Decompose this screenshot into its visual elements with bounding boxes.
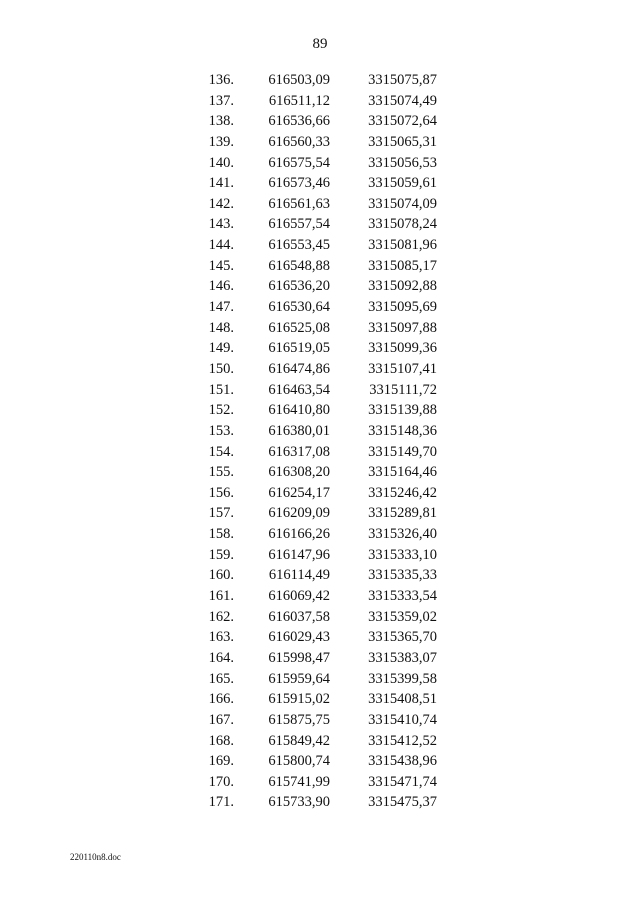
- row-number: 136.: [208, 72, 234, 88]
- table-row: [0, 545, 640, 566]
- table-row: [0, 256, 640, 277]
- x-coordinate: 616511,12: [268, 92, 330, 109]
- y-coordinate: 3315326,40: [368, 526, 437, 543]
- row-number: 157.: [208, 505, 234, 522]
- table-row: [0, 627, 640, 648]
- y-coordinate: 3315081,96: [368, 237, 437, 254]
- table-row: [0, 400, 640, 421]
- row-number: 165.: [208, 670, 234, 687]
- table-row: [0, 421, 640, 442]
- y-coordinate: 3315410,74: [368, 711, 437, 728]
- y-coordinate: 3315111,72: [369, 381, 437, 398]
- row-number: 158.: [208, 526, 234, 543]
- row-number: 160.: [208, 567, 234, 584]
- x-coordinate: 616029,43: [268, 629, 330, 646]
- row-number: 166.: [208, 691, 234, 708]
- row-number: 144.: [208, 237, 234, 254]
- y-coordinate: 3315471,74: [368, 773, 437, 790]
- table-row: [0, 173, 640, 194]
- table-row: [0, 462, 640, 483]
- x-coordinate: 616536,20: [268, 278, 330, 295]
- x-coordinate: 615800,74: [268, 753, 330, 770]
- x-coordinate: 615998,47: [268, 649, 330, 666]
- table-row: [0, 111, 640, 132]
- x-coordinate: 616474,86: [268, 360, 330, 377]
- row-number: 137.: [208, 92, 234, 109]
- y-coordinate: 3315092,88: [368, 278, 437, 295]
- table-row: [0, 648, 640, 669]
- y-coordinate: 3315246,42: [368, 484, 437, 501]
- row-number: 150.: [208, 360, 234, 377]
- row-number: 170.: [208, 773, 234, 790]
- y-coordinate: 3315333,10: [368, 546, 437, 563]
- x-coordinate: 616380,01: [268, 422, 330, 439]
- x-coordinate: 616114,49: [268, 567, 330, 584]
- table-row: [0, 792, 640, 813]
- table-row: [0, 442, 640, 463]
- row-number: 142.: [208, 195, 234, 212]
- x-coordinate: 616548,88: [268, 257, 330, 274]
- y-coordinate: 3315383,07: [368, 649, 437, 666]
- row-number: 147.: [208, 299, 234, 316]
- row-number: 171.: [208, 794, 234, 811]
- y-coordinate: 3315365,70: [368, 629, 437, 646]
- row-number: 149.: [208, 340, 234, 357]
- x-coordinate: 616560,33: [268, 133, 330, 150]
- table-row: [0, 276, 640, 297]
- y-coordinate: 3315408,51: [368, 691, 437, 708]
- x-coordinate: 616561,63: [268, 195, 330, 212]
- table-row: [0, 503, 640, 524]
- y-coordinate: 3315412,52: [368, 732, 437, 749]
- y-coordinate: 3315099,36: [368, 340, 437, 357]
- row-number: 138.: [208, 113, 234, 130]
- footer-filename: 220110n8.doc: [70, 852, 121, 862]
- table-row: [0, 669, 640, 690]
- table-row: [0, 91, 640, 112]
- row-number: 148.: [208, 319, 234, 336]
- x-coordinate: 616530,64: [268, 299, 330, 316]
- row-number: 155.: [208, 464, 234, 481]
- x-coordinate: 615733,90: [268, 794, 330, 811]
- table-row: [0, 297, 640, 318]
- row-number: 143.: [208, 216, 234, 233]
- x-coordinate: 615875,75: [268, 711, 330, 728]
- x-coordinate: 616410,80: [268, 402, 330, 419]
- table-row: [0, 380, 640, 401]
- x-coordinate: 616463,54: [268, 381, 330, 398]
- x-coordinate: 616557,54: [268, 216, 330, 233]
- x-coordinate: 616573,46: [268, 175, 330, 192]
- y-coordinate: 3315075,87: [368, 72, 437, 88]
- y-coordinate: 3315074,09: [368, 195, 437, 212]
- y-coordinate: 3315139,88: [368, 402, 437, 419]
- x-coordinate: 616519,05: [268, 340, 330, 357]
- table-row: [0, 565, 640, 586]
- y-coordinate: 3315059,61: [368, 175, 437, 192]
- table-row: [0, 483, 640, 504]
- table-row: [0, 751, 640, 772]
- row-number: 162.: [208, 608, 234, 625]
- row-number: 153.: [208, 422, 234, 439]
- y-coordinate: 3315056,53: [368, 154, 437, 171]
- table-row: [0, 359, 640, 380]
- x-coordinate: 616209,09: [268, 505, 330, 522]
- coordinate-table: [0, 70, 640, 813]
- y-coordinate: 3315333,54: [368, 588, 437, 605]
- y-coordinate: 3315438,96: [368, 753, 437, 770]
- table-row: [0, 70, 640, 91]
- y-coordinate: 3315078,24: [368, 216, 437, 233]
- row-number: 156.: [208, 484, 234, 501]
- y-coordinate: 3315072,64: [368, 113, 437, 130]
- x-coordinate: 616503,09: [268, 72, 330, 88]
- row-number: 161.: [208, 588, 234, 605]
- x-coordinate: 616069,42: [268, 588, 330, 605]
- table-row: [0, 731, 640, 752]
- x-coordinate: 616308,20: [268, 464, 330, 481]
- x-coordinate: 616317,08: [268, 443, 330, 460]
- row-number: 154.: [208, 443, 234, 460]
- y-coordinate: 3315095,69: [368, 299, 437, 316]
- row-number: 141.: [208, 175, 234, 192]
- row-number: 146.: [208, 278, 234, 295]
- table-row: [0, 772, 640, 793]
- y-coordinate: 3315085,17: [368, 257, 437, 274]
- page-number: 89: [312, 36, 328, 52]
- row-number: 139.: [208, 133, 234, 150]
- x-coordinate: 616525,08: [268, 319, 330, 336]
- table-row: [0, 710, 640, 731]
- table-row: [0, 153, 640, 174]
- row-number: 151.: [208, 381, 234, 398]
- x-coordinate: 615915,02: [268, 691, 330, 708]
- x-coordinate: 616166,26: [268, 526, 330, 543]
- table-row: [0, 194, 640, 215]
- row-number: 145.: [208, 257, 234, 274]
- row-number: 168.: [208, 732, 234, 749]
- y-coordinate: 3315149,70: [368, 443, 437, 460]
- table-row: [0, 318, 640, 339]
- row-number: 163.: [208, 629, 234, 646]
- table-row: [0, 214, 640, 235]
- y-coordinate: 3315164,46: [368, 464, 437, 481]
- table-row: [0, 235, 640, 256]
- x-coordinate: 615959,64: [268, 670, 330, 687]
- row-number: 140.: [208, 154, 234, 171]
- x-coordinate: 616147,96: [268, 546, 330, 563]
- row-number: 164.: [208, 649, 234, 666]
- x-coordinate: 615849,42: [268, 732, 330, 749]
- y-coordinate: 3315074,49: [368, 92, 437, 109]
- table-row: [0, 586, 640, 607]
- y-coordinate: 3315097,88: [368, 319, 437, 336]
- y-coordinate: 3315359,02: [368, 608, 437, 625]
- row-number: 159.: [208, 546, 234, 563]
- table-row: [0, 132, 640, 153]
- y-coordinate: 3315107,41: [368, 360, 437, 377]
- x-coordinate: 615741,99: [268, 773, 330, 790]
- y-coordinate: 3315065,31: [368, 133, 437, 150]
- y-coordinate: 3315399,58: [368, 670, 437, 687]
- x-coordinate: 616254,17: [268, 484, 330, 501]
- table-row: [0, 607, 640, 628]
- row-number: 169.: [208, 753, 234, 770]
- row-number: 167.: [208, 711, 234, 728]
- table-row: [0, 689, 640, 710]
- x-coordinate: 616037,58: [268, 608, 330, 625]
- table-row: [0, 338, 640, 359]
- x-coordinate: 616553,45: [268, 237, 330, 254]
- x-coordinate: 616536,66: [268, 113, 330, 130]
- x-coordinate: 616575,54: [268, 154, 330, 171]
- y-coordinate: 3315335,33: [368, 567, 437, 584]
- y-coordinate: 3315289,81: [368, 505, 437, 522]
- table-row: [0, 524, 640, 545]
- y-coordinate: 3315148,36: [368, 422, 437, 439]
- row-number: 152.: [208, 402, 234, 419]
- y-coordinate: 3315475,37: [368, 794, 437, 811]
